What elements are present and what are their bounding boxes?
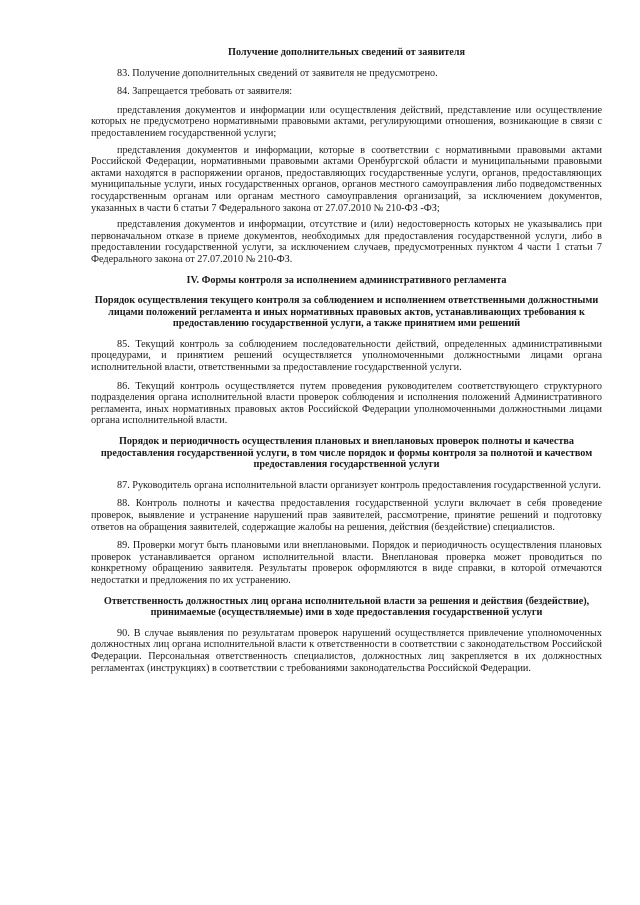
paragraph-89: 89. Проверки могут быть плановыми или внеплановыми. Порядок и периодичность осуществления плановых проверок устанавливается органом исполнительной власти. Внеплановая проверка может проводиться по конкретному обращению заявителя. Результаты проверок оформляются в виде справки, в которой отмечаются недостатки и предложения по их устранению. [91,540,602,586]
section-heading-inspections: Порядок и периодичность осуществления плановых и внеплановых проверок полноты и качества предоставления государственной услуги, в том числе порядок и формы контроля за полнотой и качеством предоставления государственной услуги [100,436,593,471]
paragraph-84-item-3: представления документов и информации, отсутствие и (или) недостоверность которых не указывались при первоначальном отказе в приеме документов, необходимых для предоставления государственной услуги, либо в предоставлении государственной услуги, за исключением случаев, предусмотренных пунктом 4 части 1 статьи 7 Федерального закона от 27.07.2010 № 210-ФЗ. [91,219,602,265]
paragraph-83: 83. Получение дополнительных сведений от заявителя не предусмотрено. [117,67,438,79]
part-4-heading: IV. Формы контроля за исполнением административного регламента [186,274,507,286]
section-heading-current-control: Порядок осуществления текущего контроля за соблюдением и исполнением ответственными должностными лицами положений регламента и иных нормативных правовых актов, устанавливающих требования к предоставлению государственной услуги, а также принятием ими решений [94,295,599,330]
section-heading-responsibility: Ответственность должностных лиц органа исполнительной власти за решения и действия (бездействие), принимаемые (осуществляемые) ими в ходе предоставления государственной услуги [103,595,590,619]
paragraph-90: 90. В случае выявления по результатам проверок нарушений осуществляется привлечение уполномоченных должностных лиц органа исполнительной власти к ответственности в соответствии с законодательством Российской Федерации. Персональная ответственность специалистов, должностных лиц закрепляется в их должностных регламентах (инструкциях) в соответствии с требованиями законодательства Российской Федерации. [91,627,602,674]
paragraph-84-item-2: представления документов и информации, которые в соответствии с нормативными правовыми актами Российской Федерации, нормативными правовыми актами Оренбургской области и муниципальными правовыми актами находятся в распоряжении органов, предоставляющих государственные услуги, органов, предоставляющих муниципальные услуги, иных государственных органов, органов местного самоуправления либо подведомственных государственным органам или органам местного самоуправления организаций, за исключением документов, указанных в части 6 статьи 7 Федерального закона от 27.07.2010 № 210-ФЗ -ФЗ; [91,144,602,214]
paragraph-86: 86. Текущий контроль осуществляется путем проведения руководителем соответствующего структурного подразделения органа исполнительной власти проверок соблюдения и исполнения положений Административного регламента, иных нормативных правовых актов Российской Федерации уполномоченными должностными лицами органа исполнительной власти. [91,380,602,427]
paragraph-87: 87. Руководитель органа исполнительной власти организует контроль предоставления государственной услуги. [117,479,601,491]
paragraph-84: 84. Запрещается требовать от заявителя: [117,86,293,98]
section-heading-additional-info: Получение дополнительных сведений от заявителя [228,47,465,58]
paragraph-88: 88. Контроль полноты и качества предоставления государственной услуги включает в себя проведение проверок, выявление и устранение нарушений прав заявителей, рассмотрение, принятие решений и подготовку ответов на обращения заявителей, содержащие жалобы на решения, действия (бездействие) специалистов. [91,498,602,533]
paragraph-85: 85. Текущий контроль за соблюдением последовательности действий, определенных административными процедурами, и принятием решений осуществляется уполномоченными должностными лицами органа исполнительной власти, ответственными за предоставление государственной услуги. [91,338,602,374]
paragraph-84-item-1: представления документов и информации или осуществления действий, представление или осуществление которых не предусмотрено нормативными правовыми актами, регулирующими отношения, возникающие в связи с предоставлением государственной услуги; [91,104,602,139]
